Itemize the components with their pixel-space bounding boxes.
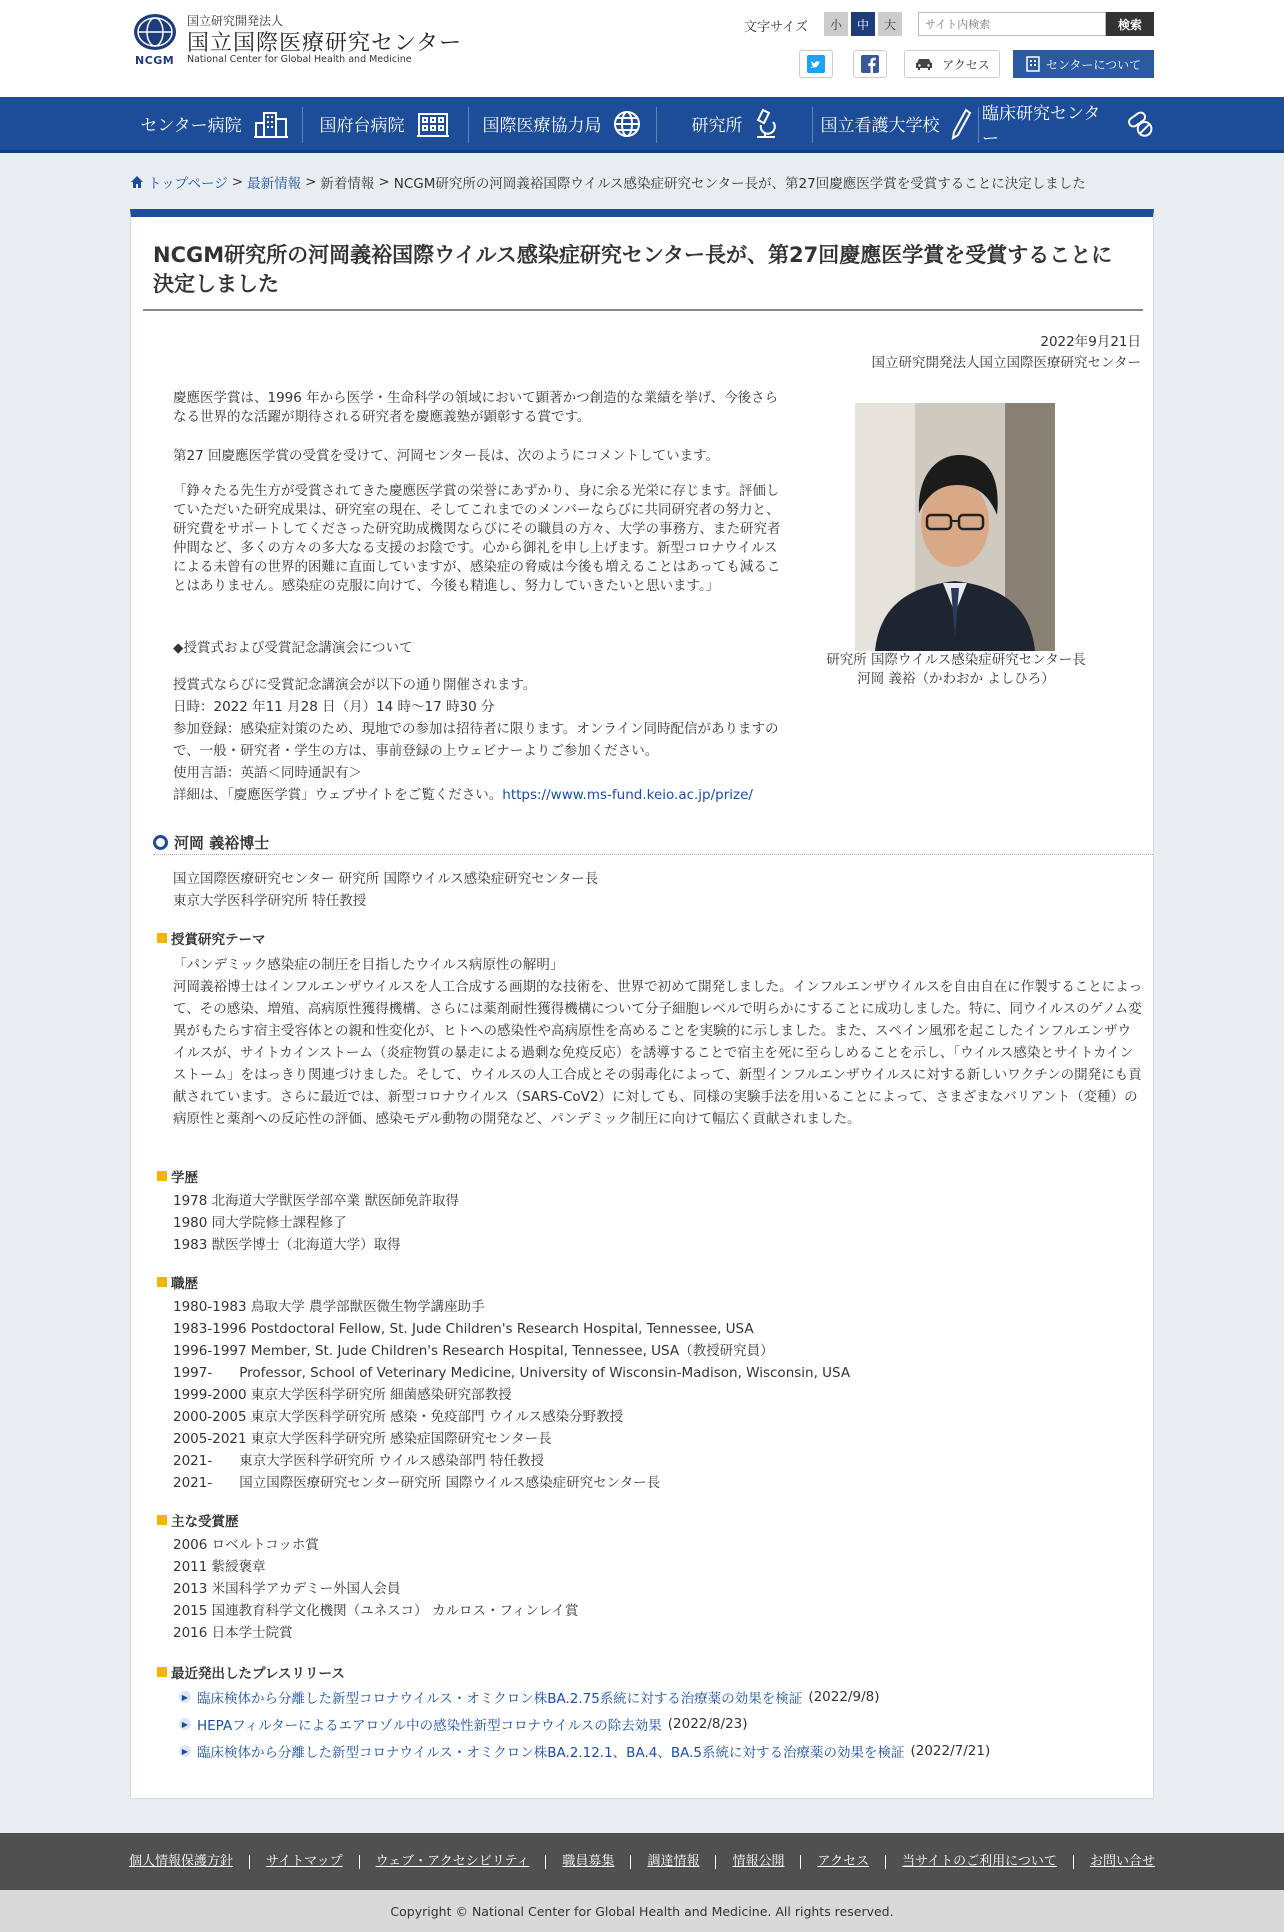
award-item: 2006 ロベルトコッホ賞 (173, 1537, 319, 1553)
footer-link-privacy[interactable]: 個人情報保護方針 (129, 1853, 234, 1869)
comment-quote: 「錚々たる先生方が受賞されてきた慶應医学賞の栄誉にあずかり、身に余る光栄に存じます。評価していただいた研究成果は、研究室の現在、そしてこれまでのメンバーならびに共同研究者の努力と、研究費をサポートしてくださった研究助成機関ならびにその職員の方々、大学の事務方、また研究者仲間など、多くの方々の多大なる支援のお陰です。心から御礼を申し上げます。新型コロナウイルスによる未曾有の世界的困難に直面していますが、感染症の脅威は今後も増えることはあっても減ることはありません。感染症の克服に向けて、今後も精進し、努力していきたいと思います。」 (173, 483, 781, 594)
pencil-icon (950, 108, 972, 140)
breadcrumb-current: NCGM研究所の河岡義裕国際ウイルス感染症研究センター長が、第27回慶應医学賞を受賞することに決定しました (393, 176, 1086, 192)
award-item: 2016 日本学士院賞 (173, 1625, 293, 1641)
theme-heading (157, 928, 266, 948)
font-size-large-button[interactable]: 大 (878, 12, 902, 36)
award-item: 2013 米国科学アカデミー外国人会員 (173, 1581, 401, 1597)
pills-icon (1125, 109, 1154, 139)
career-item: 2021- 国立国際医療研究センター研究所 国際ウイルス感染症研究センター長 (173, 1475, 661, 1491)
arrow-right-icon: ▶ (179, 1718, 191, 1730)
about-label: センターについて (1045, 57, 1142, 72)
position-item: 東京大学医科学研究所 特任教授 (173, 893, 367, 909)
footer-link-procurement[interactable]: 調達情報 (630, 1855, 715, 1869)
press-release-date: (2022/8/23) (667, 1716, 748, 1732)
gnav-research-institute[interactable] (660, 97, 810, 150)
education-heading-text: 学歴 (171, 1170, 198, 1186)
award-item: 2011 紫綬褒章 (173, 1559, 266, 1575)
position-item: 国立国際医療研究センター 研究所 国際ウイルス感染症研究センター長 (173, 871, 599, 887)
career-item: 2021- 東京大学医科学研究所 ウイルス感染部門 特任教授 (173, 1453, 544, 1469)
gnav-clinical-research-center[interactable] (982, 97, 1154, 150)
gnav-label: センター病院 (140, 116, 242, 136)
logo-org-name: 国立国際医療研究センター (187, 31, 463, 56)
facebook-icon (861, 55, 879, 73)
ceremony-details (173, 674, 783, 806)
circle-bullet-icon (153, 835, 168, 850)
gnav-international-cooperation[interactable] (472, 97, 652, 150)
square-bullet-icon (157, 1171, 167, 1181)
hospital-building-icon (415, 110, 451, 138)
press-release-date: (2022/7/21) (910, 1743, 991, 1759)
article-org: 国立研究開発法人国立国際医療研究センター (871, 355, 1141, 371)
gnav-center-hospital[interactable] (130, 97, 300, 150)
career-item: 2005-2021 東京大学医科学研究所 感染症国際研究センター長 (173, 1431, 552, 1447)
site-search-input[interactable] (918, 12, 1106, 36)
press-release-link[interactable]: HEPAフィルターによるエアロゾル中の感染性新型コロナウイルスの除去効果 (197, 1718, 662, 1734)
theme-title: 「パンデミック感染症の制圧を目指したウイルス病原性の解明」 (173, 957, 564, 973)
font-size-label: 文字サイズ (744, 20, 808, 35)
awards-heading (157, 1510, 239, 1530)
portrait-caption (791, 651, 1121, 689)
awards-heading-text: 主な受賞歴 (171, 1514, 239, 1530)
facebook-button[interactable] (853, 50, 887, 78)
font-size-medium-button[interactable]: 中 (851, 12, 875, 36)
site-header (0, 0, 1284, 97)
breadcrumb (130, 172, 1086, 192)
gnav-label: 国府台病院 (319, 116, 405, 136)
press-release-item (179, 1714, 748, 1734)
microscope-icon (753, 108, 779, 140)
award-item: 2015 国連教育科学文化機関（ユネスコ） カルロス・フィンレイ賞 (173, 1603, 579, 1619)
article-dateline (872, 332, 1141, 374)
portrait-image (855, 403, 1055, 651)
intro-paragraph: 慶應医学賞は、1996 年から医学・生命科学の領域において顕著かつ創造的な業績を挙げ、今後さらなる世界的な活躍が期待される研究者を慶應義塾が顕彰する賞です。 (173, 390, 779, 425)
career-heading-text: 職歴 (171, 1276, 198, 1292)
career-item: 1980-1983 鳥取大学 農学部獣医微生物学講座助手 (173, 1299, 485, 1315)
breadcrumb-arrivals: 新着情報 (320, 176, 375, 192)
prize-website-link[interactable]: https://www.ms-fund.keio.ac.jp/prize/ (502, 787, 753, 803)
footer-link-accessibility[interactable]: ウェブ・アクセシビリティ (359, 1855, 546, 1869)
logo-org-type: 国立研究開発法人 (187, 14, 284, 28)
caption-title: 研究所 国際ウイルス感染症研究センター長 (826, 652, 1086, 668)
gnav-kohnodai-hospital[interactable] (306, 97, 464, 150)
arrow-right-icon: ▶ (179, 1745, 191, 1757)
page-title: NCGM研究所の河岡義裕国際ウイルス感染症研究センター長が、第27回慶應医学賞を受賞することに決定しました (153, 243, 1113, 296)
globe-logo-icon (132, 12, 178, 52)
career-item: 1999-2000 東京大学医科学研究所 細菌感染研究部教授 (173, 1387, 512, 1403)
access-button[interactable] (904, 50, 1000, 78)
twitter-button[interactable] (799, 50, 833, 78)
press-heading (157, 1662, 345, 1682)
footer-link-contact[interactable]: お問い合せ (1073, 1855, 1171, 1869)
caption-name: 河岡 義裕（かわおか よしひろ） (857, 671, 1055, 687)
press-release-item (179, 1687, 879, 1707)
nav-divider (812, 107, 813, 143)
footer-link-access[interactable]: アクセス (800, 1855, 885, 1869)
breadcrumb-separator: > (305, 174, 317, 190)
main-content (130, 209, 1154, 1799)
global-nav (0, 97, 1284, 153)
twitter-icon (807, 55, 825, 73)
ceremony-heading: ◆授賞式および受賞記念講演会について (173, 640, 413, 656)
nav-divider (978, 107, 979, 143)
nav-divider (656, 107, 657, 143)
career-list (173, 1296, 850, 1494)
ceremony-details-line (173, 784, 783, 806)
career-item: 2000-2005 東京大学医科学研究所 感染・免疫部門 ウイルス感染分野教授 (173, 1409, 624, 1425)
footer-link-sitemap[interactable]: サイトマップ (249, 1855, 359, 1869)
square-bullet-icon (157, 1277, 167, 1287)
globe-icon (612, 109, 642, 139)
search-button[interactable]: 検索 (1106, 12, 1154, 36)
car-icon (914, 57, 934, 71)
portrait-photo (855, 403, 1055, 651)
profile-positions (173, 868, 598, 912)
ceremony-line: 日時：2022 年11 月28 日（月）14 時～17 時30 分 (173, 699, 495, 715)
gnav-label: 国立看護大学校 (820, 116, 940, 136)
home-icon (130, 175, 144, 189)
press-release-date: (2022/9/8) (808, 1689, 880, 1705)
theme-body: 河岡義裕博士はインフルエンザウイルスを人工合成する画期的な技術を、世界で初めて開発しました。インフルエンザウイルスを自由自在に作製することによって、その感染、増殖、高病原性獲得機構、さらには薬剤耐性獲得機構について分子細胞レベルで明らかにすることに成功しました。特に、同ウイルスのゲノム変異がもたらす宿主受容体との親和性変化が、ヒトへの感染性や高病原性を高めることを実験的に示しました。また、スペイン風邪を起こしたインフルエンザウイルスが、サイトカインストーム（炎症物質の暴走による過剰な免疫反応）を誘導することで宿主を死に至らしめることを示し、「ウイルス感染とサイトカインストーム」をはっきり関連づけました。そして、ウイルスの人工合成とその弱毒化によって、新型インフルエンザウイルスに対する新しいワクチンの開発にも貢献されています。さらに最近では、新型コロナウイルス（SARS-CoV2）に対しても、同様の実験手法を用いることによって、さまざまなバリアント（変種）の病原性と薬剤への反応性の評価、感染モデル動物の開発など、パンデミック制圧に向けて幅広く貢献されました。 (173, 979, 1143, 1127)
gnav-label: 研究所 (691, 116, 743, 136)
footer-link-disclosure[interactable]: 情報公開 (715, 1855, 800, 1869)
press-release-link[interactable]: 臨床検体から分離した新型コロナウイルス・オミクロン株BA.2.12.1、BA.4、BA.5系統に対する治療薬の効果を検証 (197, 1745, 905, 1761)
career-item: 1996-1997 Member, St. Jude Children's Research Hospital, Tennessee, USA（教授研究員） (173, 1343, 774, 1359)
breadcrumb-separator: > (378, 174, 390, 190)
article-date: 2022年9月21日 (1040, 334, 1141, 350)
arrow-right-icon: ▶ (179, 1691, 191, 1703)
building-icon (1026, 56, 1040, 72)
square-bullet-icon (157, 1667, 167, 1677)
font-size-small-button[interactable]: 小 (824, 12, 848, 36)
breadcrumb-home-link[interactable]: トップページ (148, 176, 228, 192)
education-heading (157, 1166, 198, 1186)
square-bullet-icon (157, 1515, 167, 1525)
press-release-link[interactable]: 臨床検体から分離した新型コロナウイルス・オミクロン株BA.2.75系統に対する治療薬の効果を検証 (197, 1691, 803, 1707)
copyright: Copyright © National Center for Global Health and Medicine. All rights reserved. (0, 1890, 1284, 1932)
footer-link-recruit[interactable]: 職員募集 (545, 1855, 630, 1869)
awards-list (173, 1534, 578, 1644)
career-item: 1997- Professor, School of Veterinary Medicine, University of Wisconsin-Madison, Wisconsin, USA (173, 1365, 851, 1381)
gnav-label: 国際医療協力局 (482, 116, 602, 136)
comment-intro: 第27 回慶應医学賞の受賞を受けて、河岡センター長は、次のようにコメントしています。 (173, 448, 720, 464)
profile-heading-text: 河岡 義裕博士 (174, 834, 270, 852)
title-divider (143, 309, 1143, 311)
breadcrumb-news-link[interactable]: 最新情報 (247, 176, 302, 192)
gnav-label: 臨床研究センター (982, 103, 1101, 149)
profile-heading (153, 831, 1153, 855)
theme-content (173, 954, 1143, 1130)
press-heading-text: 最近発出したプレスリリース (171, 1666, 345, 1682)
education-item: 1983 獣医学博士（北海道大学）取得 (173, 1237, 401, 1253)
education-item: 1980 同大学院修士課程修了 (173, 1215, 347, 1231)
square-bullet-icon (157, 933, 167, 943)
gnav-nursing-college[interactable] (816, 97, 976, 150)
logo-english-name: National Center for Global Health and Medicine (187, 54, 412, 65)
ceremony-line: 使用言語：英語＜同時通訳有＞ (173, 765, 362, 781)
nav-divider (468, 107, 469, 143)
theme-heading-text: 授賞研究テーマ (171, 932, 266, 948)
ceremony-line: 授賞式ならびに受賞記念講演会が以下の通り開催されます。 (173, 677, 537, 693)
nav-divider (302, 107, 303, 143)
access-label: アクセス (942, 57, 990, 72)
ceremony-line: 参加登録：感染症対策のため、現地での参加は招待者に限ります。オンライン同時配信がありますので、一般・研究者・学生の方は、事前登録の上ウェビナーよりご参加ください。 (173, 721, 779, 759)
press-release-item (179, 1741, 990, 1761)
footer-nav (0, 1833, 1284, 1890)
details-prefix: 詳細は、「慶應医学賞」ウェブサイトをご覧ください。 (173, 787, 503, 803)
logo-abbrev: NCGM (135, 54, 175, 67)
education-list (173, 1190, 459, 1256)
education-item: 1978 北海道大学獣医学部卒業 獣医師免許取得 (173, 1193, 459, 1209)
hospital-building-icon (252, 109, 290, 139)
about-center-button[interactable] (1013, 50, 1154, 78)
site-logo[interactable] (132, 12, 472, 67)
career-heading (157, 1272, 198, 1292)
footer-link-terms[interactable]: 当サイトのご利用について (885, 1855, 1073, 1869)
breadcrumb-separator: > (231, 174, 244, 190)
career-item: 1983-1996 Postdoctoral Fellow, St. Jude Children's Research Hospital, Tennessee, USA (173, 1321, 754, 1337)
